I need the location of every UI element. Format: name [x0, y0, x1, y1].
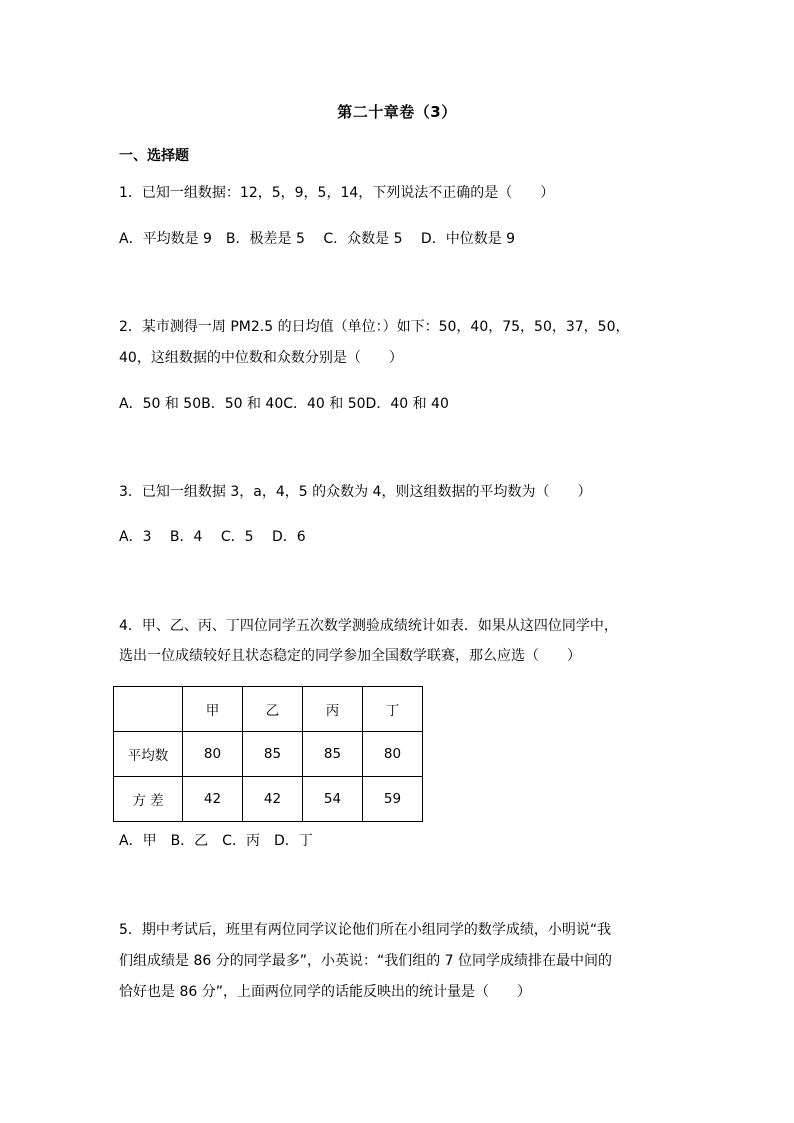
table-header-cell: 丁: [363, 687, 423, 732]
table-header-cell: [114, 687, 183, 732]
table-row: [114, 777, 423, 822]
q5-stem-line1: 5．期中考试后，班里有两位同学议论他们所在小组同学的数学成绩，小明说“我: [119, 922, 612, 938]
q3-options: A．3 B．4 C．5 D．6: [119, 529, 306, 545]
table-cell: 85: [303, 732, 363, 777]
q2-stem-line1: 2．某市测得一周 PM2.5 的日均值（单位：）如下：50，40，75，50，37，50，: [119, 319, 630, 335]
q3-stem: 3．已知一组数据 3，a，4，5 的众数为 4，则这组数据的平均数为（ ）: [119, 484, 592, 500]
score-table: [113, 686, 423, 822]
table-row: [114, 732, 423, 777]
q4-stem-line2: 选出一位成绩较好且状态稳定的同学参加全国数学联赛，那么应选（ ）: [119, 648, 581, 664]
section-heading: 一、选择题: [119, 148, 189, 164]
q5-stem-line3: 恰好也是 86 分”，上面两位同学的话能反映出的统计量是（ ）: [119, 984, 531, 1000]
q4-options: A．甲 B．乙 C．丙 D．丁: [119, 833, 313, 849]
table-cell: 42: [183, 777, 243, 822]
q1-stem: 1．已知一组数据：12，5，9，5，14，下列说法不正确的是（ ）: [119, 185, 555, 201]
table-cell: 59: [363, 777, 423, 822]
q5-stem-line2: 们组成绩是 86 分的同学最多”，小英说：“我们组的 7 位同学成绩排在最中间的: [119, 953, 613, 969]
table-header-cell: 甲: [183, 687, 243, 732]
table-cell: 80: [183, 732, 243, 777]
table-header-row: [114, 687, 423, 732]
page-title: 第二十章卷（3）: [337, 103, 457, 121]
q2-options: A．50 和 50B．50 和 40C．40 和 50D．40 和 40: [119, 396, 449, 412]
table-cell: 42: [243, 777, 303, 822]
q1-options: A．平均数是 9 B．极差是 5 C．众数是 5 D．中位数是 9: [119, 231, 516, 247]
table-row-label: 平均数: [114, 732, 183, 777]
q4-stem-line1: 4．甲、乙、丙、丁四位同学五次数学测验成绩统计如表．如果从这四位同学中，: [119, 618, 618, 634]
q2-stem-line2: 40，这组数据的中位数和众数分别是（ ）: [119, 350, 403, 366]
table-cell: 80: [363, 732, 423, 777]
table-cell: 54: [303, 777, 363, 822]
table-row-label: 方 差: [114, 777, 183, 822]
table-header-cell: 丙: [303, 687, 363, 732]
table-header-cell: 乙: [243, 687, 303, 732]
table-cell: 85: [243, 732, 303, 777]
